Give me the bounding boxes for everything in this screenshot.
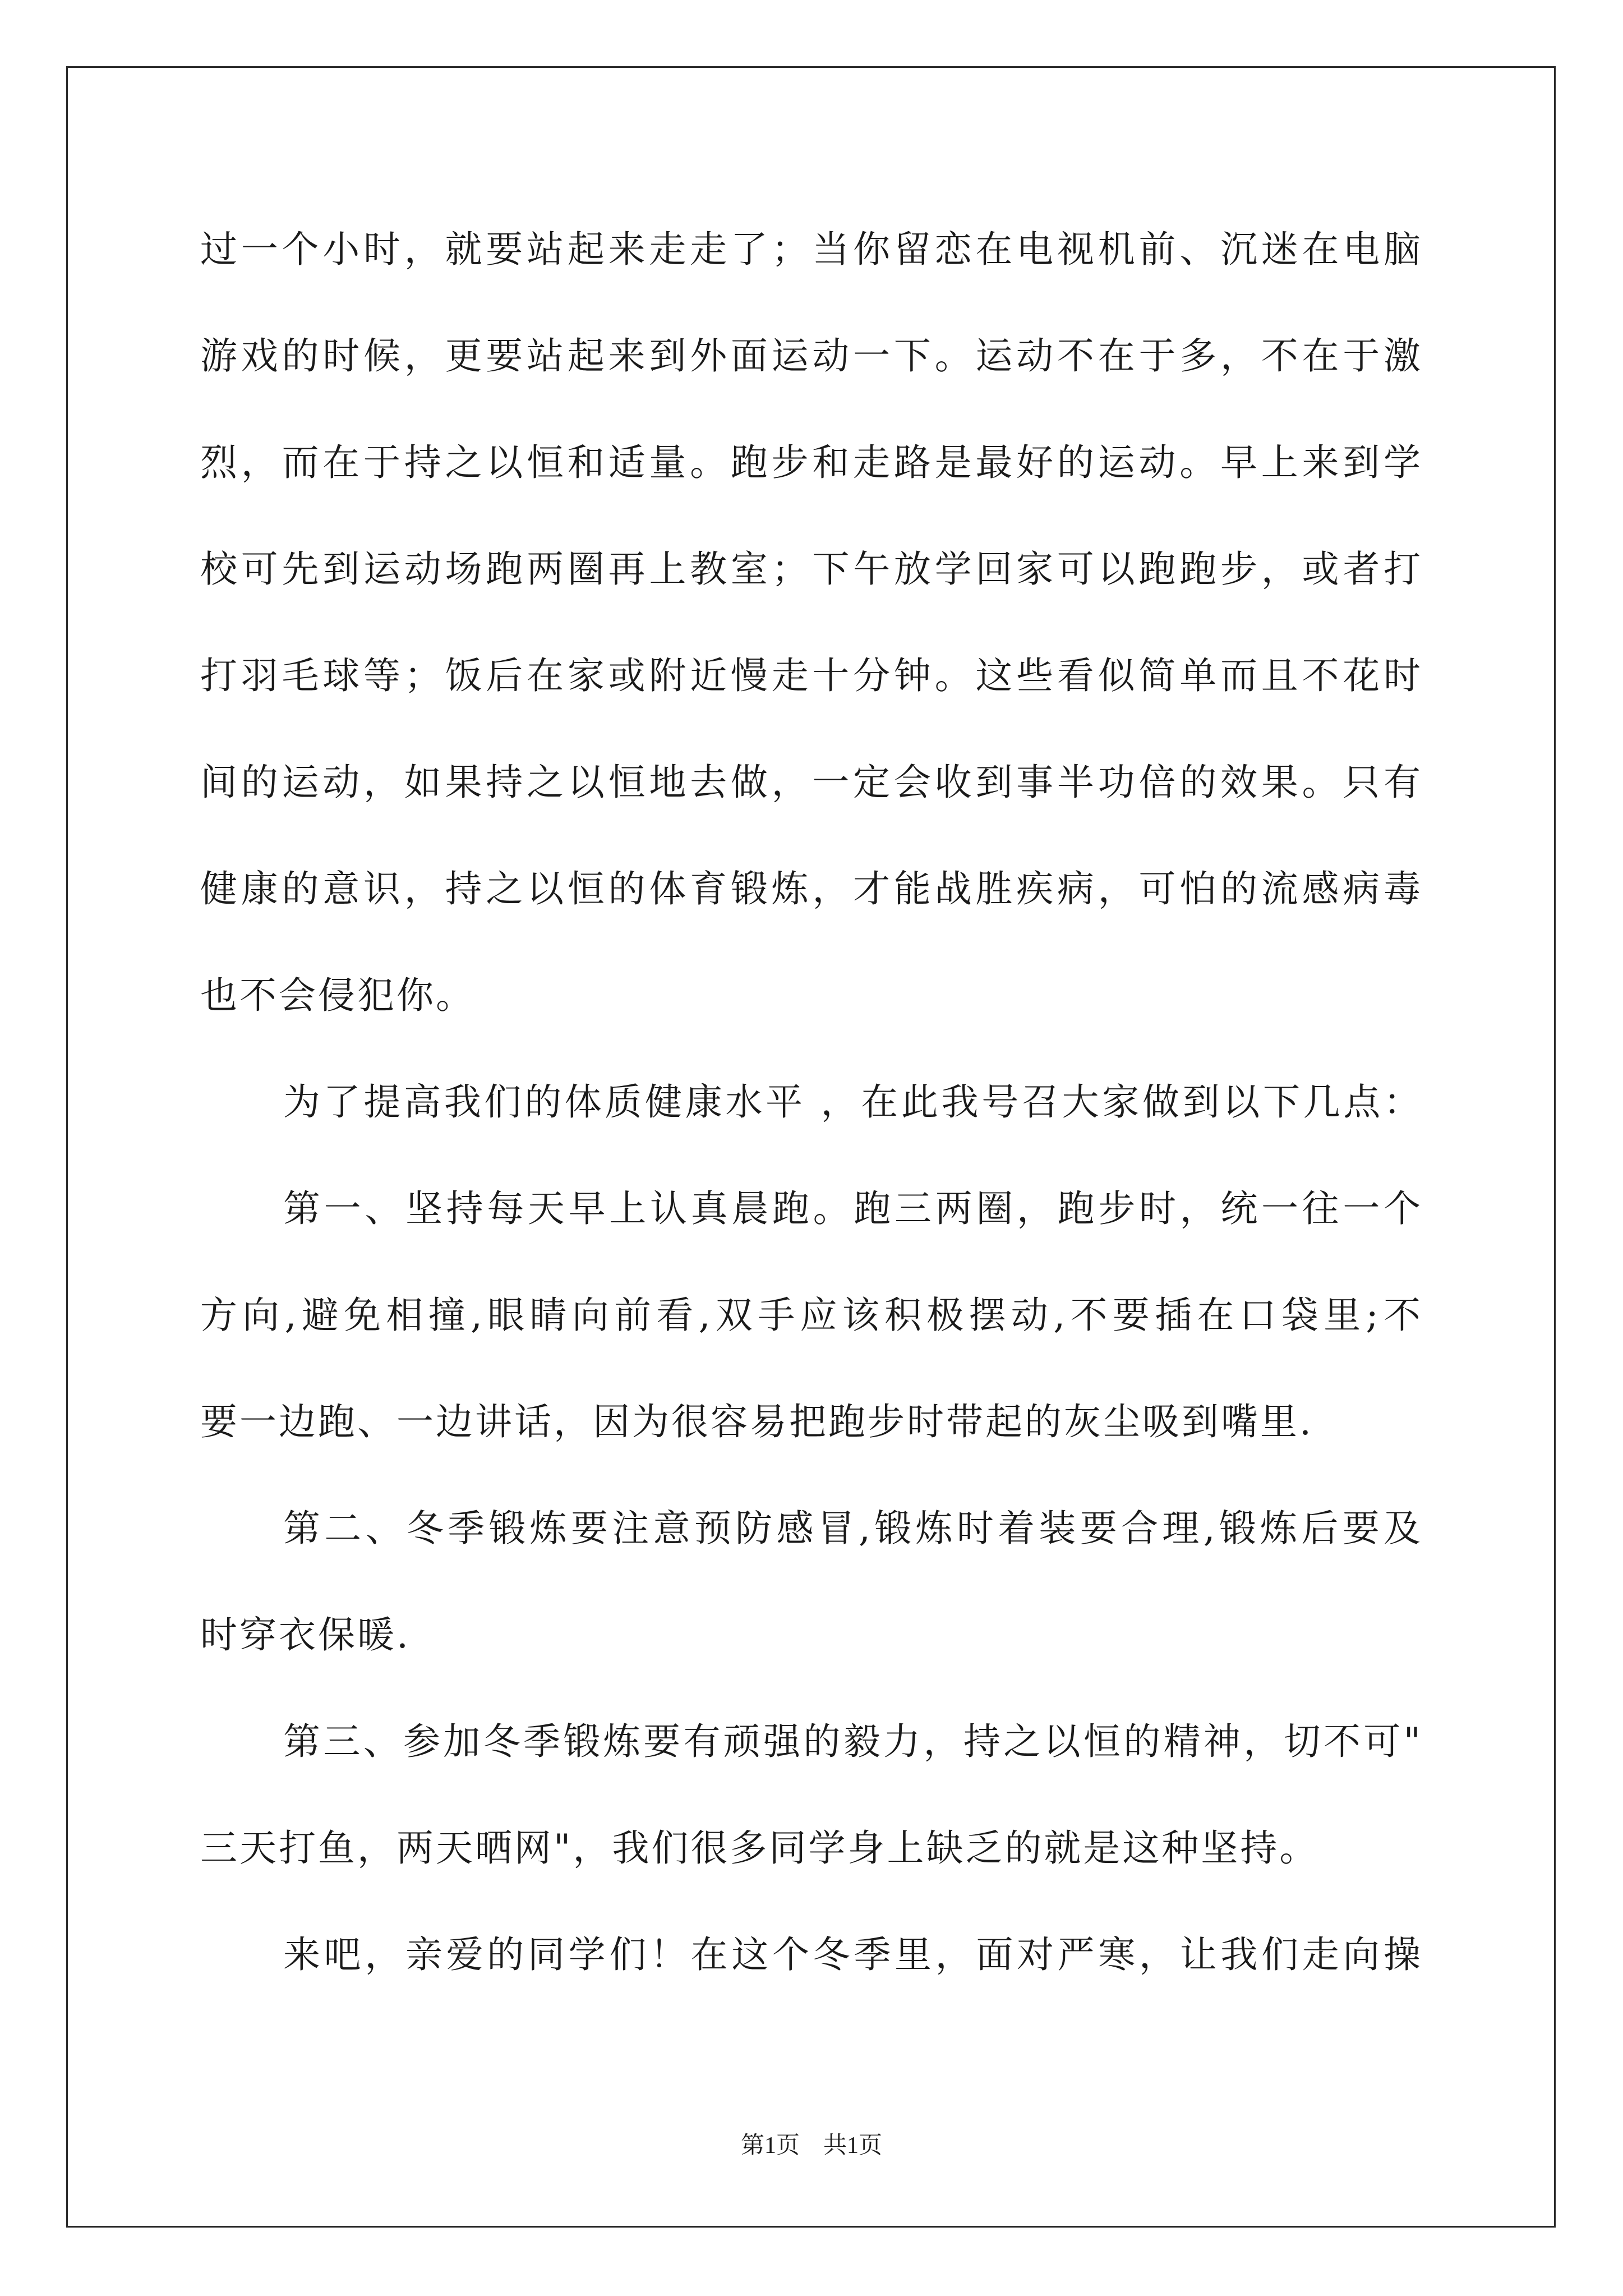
text-line: 也不会侵犯你。 (200, 974, 475, 1017)
text-line: 游戏的时候，更要站起来到外面运动一下。运动不在于多，不在于激 (200, 334, 1423, 378)
text-line: 要一边跑、一边讲话，因为很容易把跑步时带起的灰尘吸到嘴里. (200, 1400, 1313, 1443)
paragraph-first-line: 为了提高我们的体质健康水平 ，在此我号召大家做到以下几点： (283, 1080, 1423, 1124)
paragraph-first-line: 第一、坚持每天早上认真晨跑。跑三两圈，跑步时，统一往一个 (283, 1187, 1423, 1230)
paragraph-first-line: 来吧，亲爱的同学们！在这个冬季里，面对严寒，让我们走向操 (283, 1933, 1423, 1976)
text-line: 方向,避免相撞,眼睛向前看,双手应该积极摆动,不要插在口袋里;不 (200, 1294, 1423, 1337)
text-line: 三天打鱼，两天晒网"，我们很多同学身上缺乏的就是这种坚持。 (200, 1826, 1319, 1870)
document-body (200, 216, 1423, 2028)
paragraph-first-line: 第二、冬季锻炼要注意预防感冒,锻炼时着装要合理,锻炼后要及 (283, 1507, 1423, 1550)
text-line: 间的运动，如果持之以恒地去做，一定会收到事半功倍的效果。只有 (200, 761, 1423, 804)
text-line: 过一个小时，就要站起来走走了；当你留恋在电视机前、沉迷在电脑 (200, 228, 1423, 271)
paragraph-first-line: 第三、参加冬季锻炼要有顽强的毅力，持之以恒的精神，切不可" (283, 1720, 1423, 1763)
text-line: 打羽毛球等；饭后在家或附近慢走十分钟。这些看似简单而且不花时 (200, 654, 1423, 697)
text-line: 校可先到运动场跑两圈再上教室；下午放学回家可以跑跑步，或者打 (200, 547, 1423, 591)
text-line: 健康的意识，持之以恒的体育锻炼，才能战胜疾病，可怕的流感病毒 (200, 867, 1423, 910)
text-line: 时穿衣保暖. (200, 1613, 411, 1657)
page-number: 第1页 共1页 (740, 2133, 882, 2159)
text-line: 烈，而在于持之以恒和适量。跑步和走路是最好的运动。早上来到学 (200, 441, 1423, 484)
